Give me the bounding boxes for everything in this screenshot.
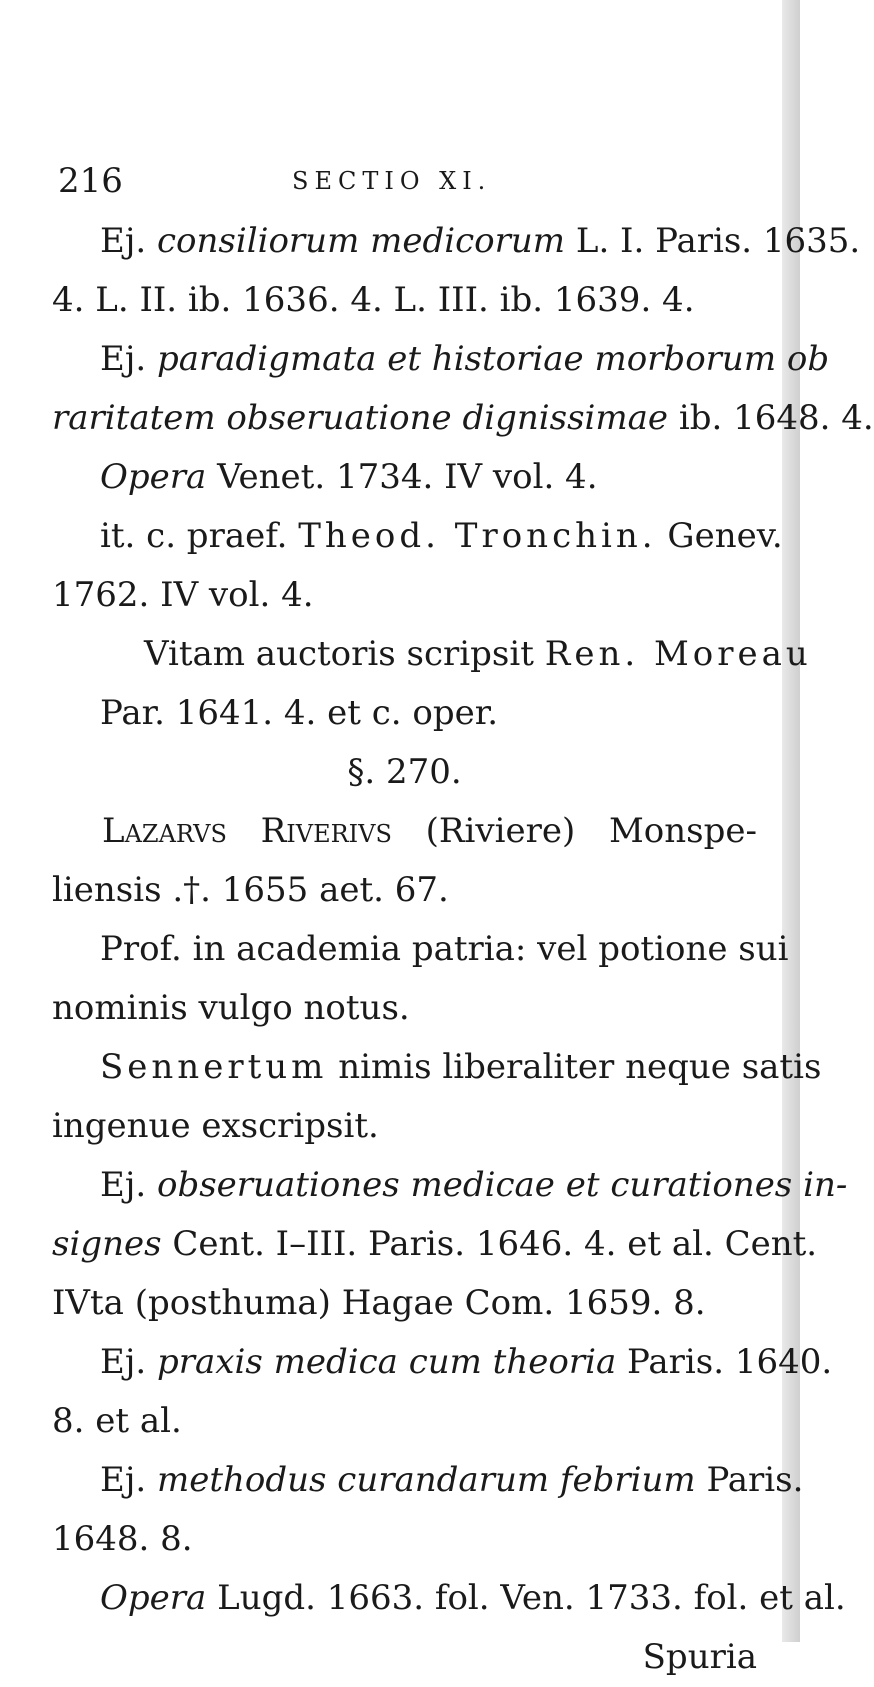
book-page (52, 150, 874, 1687)
entry-obseruationes-line1: Ej. obseruationes medicae et curationes in- (100, 1165, 848, 1205)
work-title: praxis medica cum theoria (156, 1342, 617, 1382)
entry-riverius-line1: Lazarvs Riverivs (Riviere) Monspe- (102, 811, 757, 851)
entry-praxis-line1: Ej. praxis medica cum theoria Paris. 1640. (100, 1342, 833, 1382)
entry-obseruationes-line3: IVta (posthuma) Hagae Com. 1659. 8. (52, 1283, 706, 1323)
work-title: consiliorum medicorum (156, 221, 566, 261)
entry-prof-line2: nominis vulgo notus. (52, 988, 410, 1028)
entry-paradigmata-line1: Ej. paradigmata et historiae morborum ob (100, 339, 830, 379)
work-title: obseruationes medicae et curationes in- (156, 1165, 848, 1205)
entry-prof-line1: Prof. in academia patria: vel potione sui (100, 929, 789, 969)
entry-methodus-line1: Ej. methodus curandarum febrium Paris. (100, 1460, 804, 1500)
work-title: raritatem obseruatione dignissimae (52, 398, 669, 438)
entry-consilia-line2: 4. L. II. ib. 1636. 4. L. III. ib. 1639. 4. (52, 280, 695, 320)
entry-opera-lugd: Opera Lugd. 1663. fol. Ven. 1733. fol. et al. (100, 1578, 846, 1618)
catchword: Spuria (642, 1637, 757, 1677)
entry-vita-line1: Vitam auctoris scripsit Ren. Moreau (144, 634, 812, 674)
page-header (52, 150, 757, 212)
entry-sennertum-line1: Sennertum nimis liberaliter neque satis (100, 1047, 822, 1087)
entry-sennertum-line2: ingenue exscripsit. (52, 1106, 379, 1146)
entry-tronchin-line1: it. c. praef. Theod. Tronchin. Genev. (100, 516, 783, 556)
author-name: Ren. Moreau (544, 634, 812, 674)
work-title: signes (52, 1224, 162, 1264)
entry-opera-venet: Opera Venet. 1734. IV vol. 4. (100, 457, 598, 497)
person-name: Sennertum (100, 1047, 328, 1087)
work-title: methodus curandarum febrium (156, 1460, 696, 1500)
entry-obseruationes-line2: signes Cent. I–III. Paris. 1646. 4. et al. Cent. (52, 1224, 818, 1264)
editor-name: Theod. Tronchin. (298, 516, 657, 556)
entry-methodus-line2: 1648. 8. (52, 1519, 193, 1559)
entry-consilia-line1: Ej. consiliorum medicorum L. I. Paris. 1635. (100, 221, 861, 261)
entry-praxis-line2: 8. et al. (52, 1401, 182, 1441)
entry-tronchin-line2: 1762. IV vol. 4. (52, 575, 314, 615)
page-number: 216 (58, 161, 123, 201)
entry-paradigmata-line2: raritatem obseruatione dignissimae ib. 1648. 4. (52, 398, 874, 438)
person-name: Lazarvs Riverivs (102, 811, 392, 851)
work-title: paradigmata et historiae morborum ob (156, 339, 830, 379)
entry-vita-line2: Par. 1641. 4. et c. oper. (100, 693, 499, 733)
section-number: §. 270. (347, 752, 462, 792)
running-head: SECTIO XI. (292, 167, 492, 195)
entry-riverius-line2: liensis .†. 1655 aet. 67. (52, 870, 449, 910)
